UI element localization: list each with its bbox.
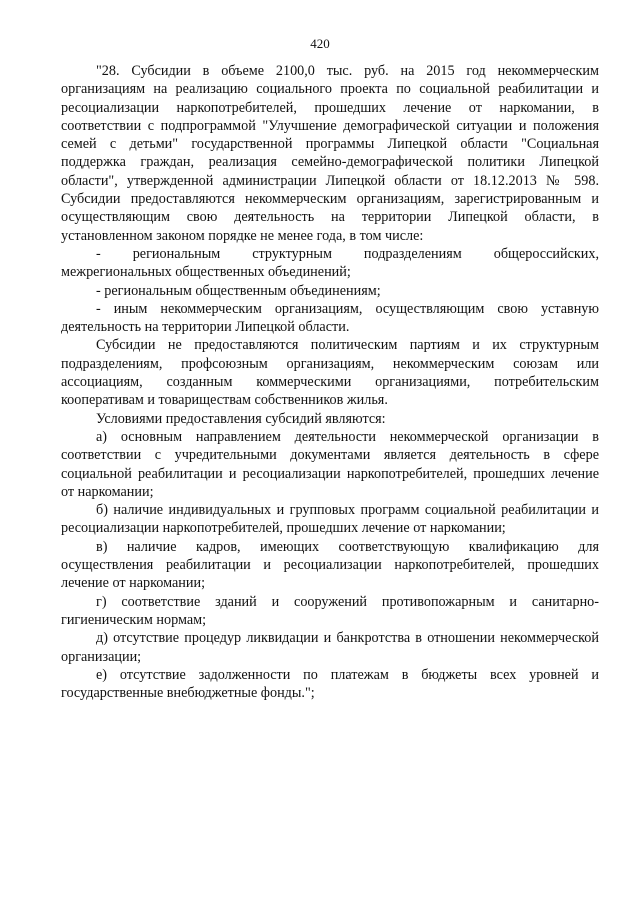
condition-b: б) наличие индивидуальных и групповых программ социальной реабилитации и ресоциализации наркопотребителей, прошедших лечение от наркомании; [61,502,599,537]
list-item-regional-subdivisions: - региональным структурным подразделениям общероссийских, межрегиональных общественных объединений; [61,245,599,281]
condition-e: д) отсутствие процедур ликвидации и банкротства в отношении некоммерческой организации; [61,630,599,665]
paragraph-subsidy-intro: "28. Субсидии в объеме 2100,0 тыс. руб. на 2015 год некоммерческим организациям на реализацию социального проекта по социальной реабилитации и ресоциализации наркопотребителей, прошедших лечение от наркомании, в соответствии с подпрограммой "Улучшение демографической ситуации и положения семей с детьми" государственной программы Липецкой области "Социальная поддержка граждан, реализация семейно-демографической политики Липецкой области", утвержденной администрации Липецкой области от 18.12.2013 № 598. Субсидии предоставляются некоммерческим организациям, зарегистрированным и осуществляющим свою деятельность на территории Липецкой области, в установленном законом порядке не менее года, в том числе: [61,63,599,244]
page-number: 420 [310,36,330,51]
list-item-regional-associations: - региональным общественным объединениям; [96,282,381,299]
document-body [61,62,599,702]
condition-a: а) основным направлением деятельности некоммерческой организации в соответствии с учредительными документами является деятельность в сфере социальной реабилитации и ресоциализации наркопотребителей, прошедших лечение от наркомании; [61,428,599,500]
paragraph-exclusions: Субсидии не предоставляются политическим партиям и их структурным подразделениям, профсоюзным организациям, некоммерческим союзам или ассоциациям, созданным коммерческими организациями, потребительским кооперативам и товариществам собственников жилья. [61,337,599,409]
condition-d: г) соответствие зданий и сооружений противопожарным и санитарно-гигиеническим нормам; [61,593,599,628]
condition-c: в) наличие кадров, имеющих соответствующую квалификацию для осуществления реабилитации и ресоциализации наркопотребителей, прошедших лечение от наркомании; [61,538,599,592]
paragraph-conditions-heading: Условиями предоставления субсидий являются: [96,410,386,427]
list-item-other-nonprofits: - иным некоммерческим организациям, осуществляющим свою уставную деятельность на территории Липецкой области. [61,300,599,336]
condition-f: е) отсутствие задолженности по платежам в бюджеты всех уровней и государственные внебюджетные фонды."; [61,666,599,702]
